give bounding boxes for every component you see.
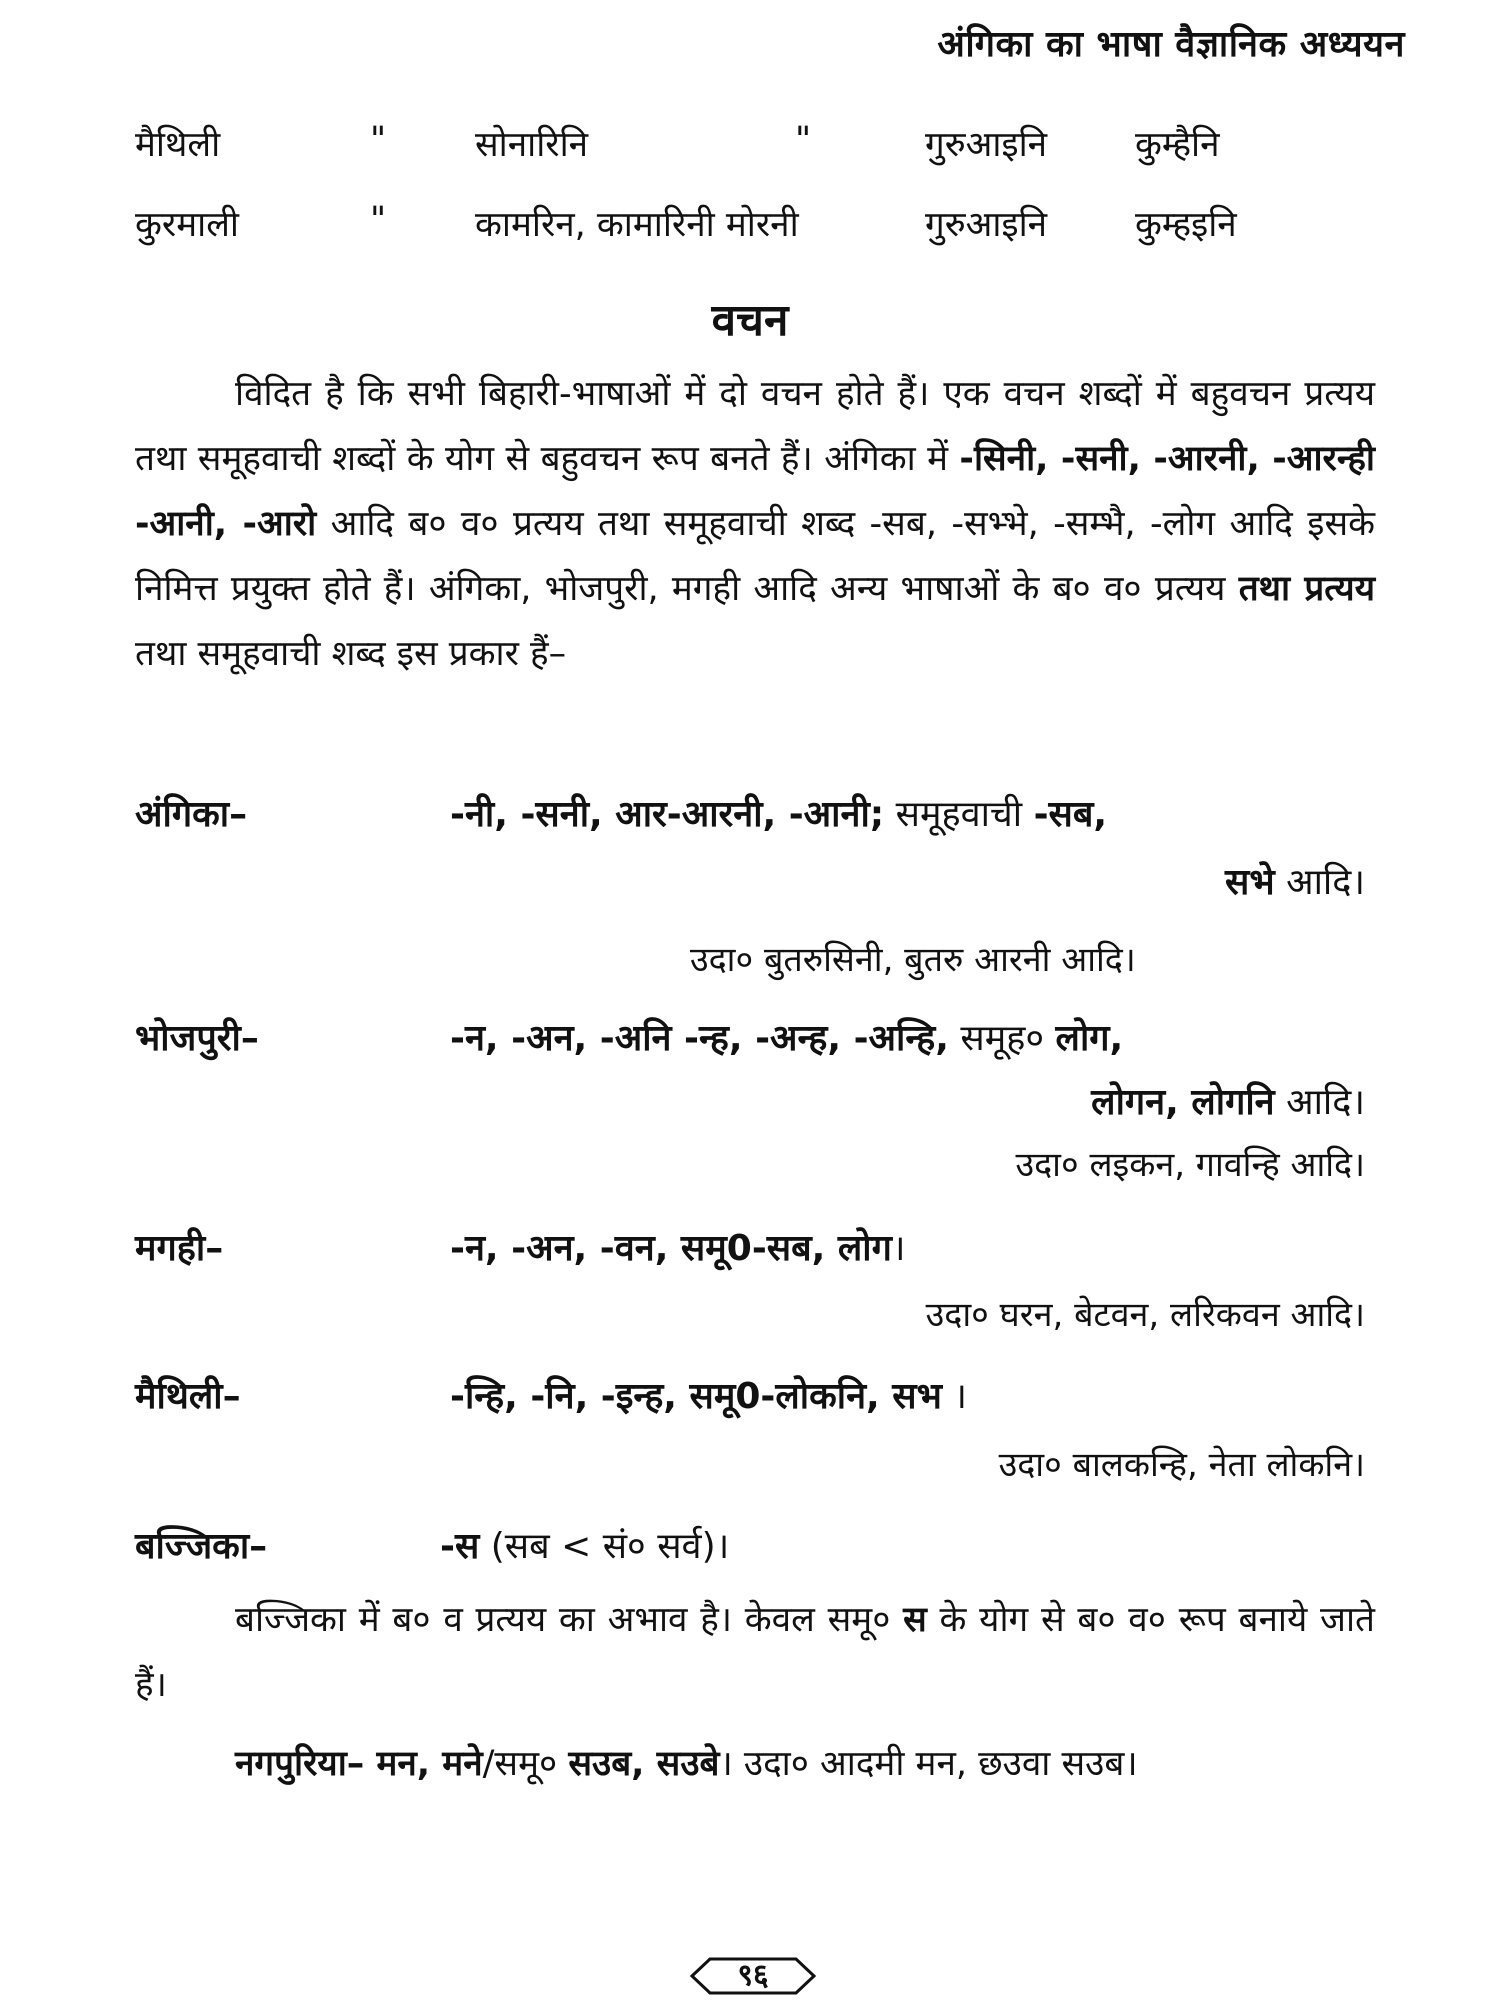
nagpuriya-bold: सउब, सउबे xyxy=(568,1744,720,1784)
suffix-text: आदि। xyxy=(1274,862,1365,903)
intro-bold-suffixes: -सिनी, -सनी, -आरनी, -आरन्ही -आनी, -आरो xyxy=(135,439,1375,544)
page-number-badge xyxy=(688,1956,818,1996)
table-row-ditto: " xyxy=(370,200,387,240)
suffix-line-magahi xyxy=(450,1222,906,1271)
suffix-line2-bhojpuri xyxy=(1091,1076,1365,1125)
example-magahi: उदा० घरन, बेटवन, लरिकवन आदि। xyxy=(925,1295,1365,1335)
table-row-cell: कुम्हइनि xyxy=(1135,205,1237,245)
nagpuriya-bold: नगपुरिया– मन, मने xyxy=(235,1744,483,1784)
section-heading: वचन xyxy=(711,295,789,346)
example-bhojpuri: उदा० लइकन, गावन्हि आदि। xyxy=(1015,1145,1365,1185)
suffix-line2-angika xyxy=(1225,856,1365,905)
suffix-text: समूहवाची xyxy=(884,794,1034,835)
suffix-bold: -न्हि, -नि, -इन्ह, समू0-लोकनि, सभ xyxy=(450,1376,942,1417)
nagpuriya-text: /समू० xyxy=(482,1744,569,1784)
suffix-bold: सभे xyxy=(1225,862,1275,903)
suffix-line-maithili xyxy=(450,1370,967,1419)
lang-label-bhojpuri: भोजपुरी– xyxy=(135,1018,259,1059)
suffix-text: । xyxy=(891,1228,906,1269)
example-maithili: उदा० बालकन्हि, नेता लोकनि। xyxy=(998,1445,1365,1485)
suffix-bold: -नी, -सनी, आर-आरनी, -आनी; xyxy=(450,794,885,835)
table-row-ditto: " xyxy=(795,120,812,160)
running-header: अंगिका का भाषा वैज्ञानिक अध्ययन xyxy=(937,24,1405,65)
suffix-bold: -न, -अन, -अनि -न्ह, -अन्ह, -अन्हि, xyxy=(450,1018,949,1059)
suffix-bold: लोग, xyxy=(1055,1018,1124,1059)
intro-text: आदि ब० व० प्रत्यय तथा समूहवाची शब्द -सब, -सभ्भे, -सम्भै, -लोग आदि इसके निमित्त प्रयुक्त होते हैं। अंगिका, भोजपुरी, मगही आदि अन्य भाषाओं के ब० व० प्रत्यय xyxy=(135,504,1375,609)
suffix-bold: -स xyxy=(440,1526,480,1567)
nagpuriya-text: । उदा० आदमी मन, छउवा सउब। xyxy=(719,1744,1138,1784)
suffix-line-bajjika xyxy=(440,1520,729,1569)
table-row-cell: कुम्हैनि xyxy=(1135,125,1220,165)
table-row-lang: कुरमाली xyxy=(135,205,239,245)
note-text: बज्जिका में ब० व प्रत्यय का अभाव है। केवल समू० xyxy=(235,1600,904,1640)
suffix-text: (सब < सं० सर्व)। xyxy=(479,1526,730,1567)
page-number: ९६ xyxy=(737,1958,769,1993)
note-text: के योग से ब० व० रूप बनाये जाते हैं। xyxy=(135,1600,1376,1705)
table-row-ditto: " xyxy=(370,120,387,160)
suffix-bold: -सब, xyxy=(1033,794,1108,835)
note-bold: स xyxy=(903,1600,927,1640)
table-row-cell: सोनारिनि xyxy=(475,125,589,165)
lang-label-maithili: मैथिली– xyxy=(135,1376,241,1417)
suffix-line-bhojpuri xyxy=(450,1012,1123,1061)
table-row-lang: मैथिली xyxy=(135,125,221,165)
table-row-cell: गुरुआइनि xyxy=(925,125,1048,165)
intro-text: तथा समूहवाची शब्द इस प्रकार हैं– xyxy=(135,634,567,674)
suffix-text: आदि। xyxy=(1274,1082,1365,1123)
intro-text: विदित है कि सभी बिहारी-भाषाओं में दो वचन होते हैं। एक वचन शब्दों में बहुवचन प्रत्यय तथा समूहवाची शब्दों के योग से बहुवचन रूप बनते हैं। अंगिका में xyxy=(135,374,1375,479)
table-row-cell: कामरिन, कामारिनी मोरनी xyxy=(475,205,799,245)
intro-paragraph xyxy=(135,362,1375,687)
lang-label-magahi: मगही– xyxy=(135,1228,224,1269)
suffix-line-angika xyxy=(450,788,1107,837)
table-row-cell: गुरुआइनि xyxy=(925,205,1048,245)
lang-label-bajjika: बज्जिका– xyxy=(135,1526,268,1567)
intro-bold-text: तथा प्रत्यय xyxy=(1238,569,1375,609)
lang-label-angika: अंगिका– xyxy=(135,794,248,835)
suffix-bold: -न, -अन, -वन, समू0-सब, लोग xyxy=(450,1228,892,1269)
suffix-text: समूह० xyxy=(948,1018,1056,1059)
suffix-text: । xyxy=(941,1376,968,1417)
nagpuriya-paragraph xyxy=(135,1732,1375,1797)
example-angika: उदा० बुतरुसिनी, बुतरु आरनी आदि। xyxy=(690,940,1136,980)
bajjika-note-paragraph xyxy=(135,1588,1375,1718)
suffix-bold: लोगन, लोगनि xyxy=(1091,1082,1275,1123)
